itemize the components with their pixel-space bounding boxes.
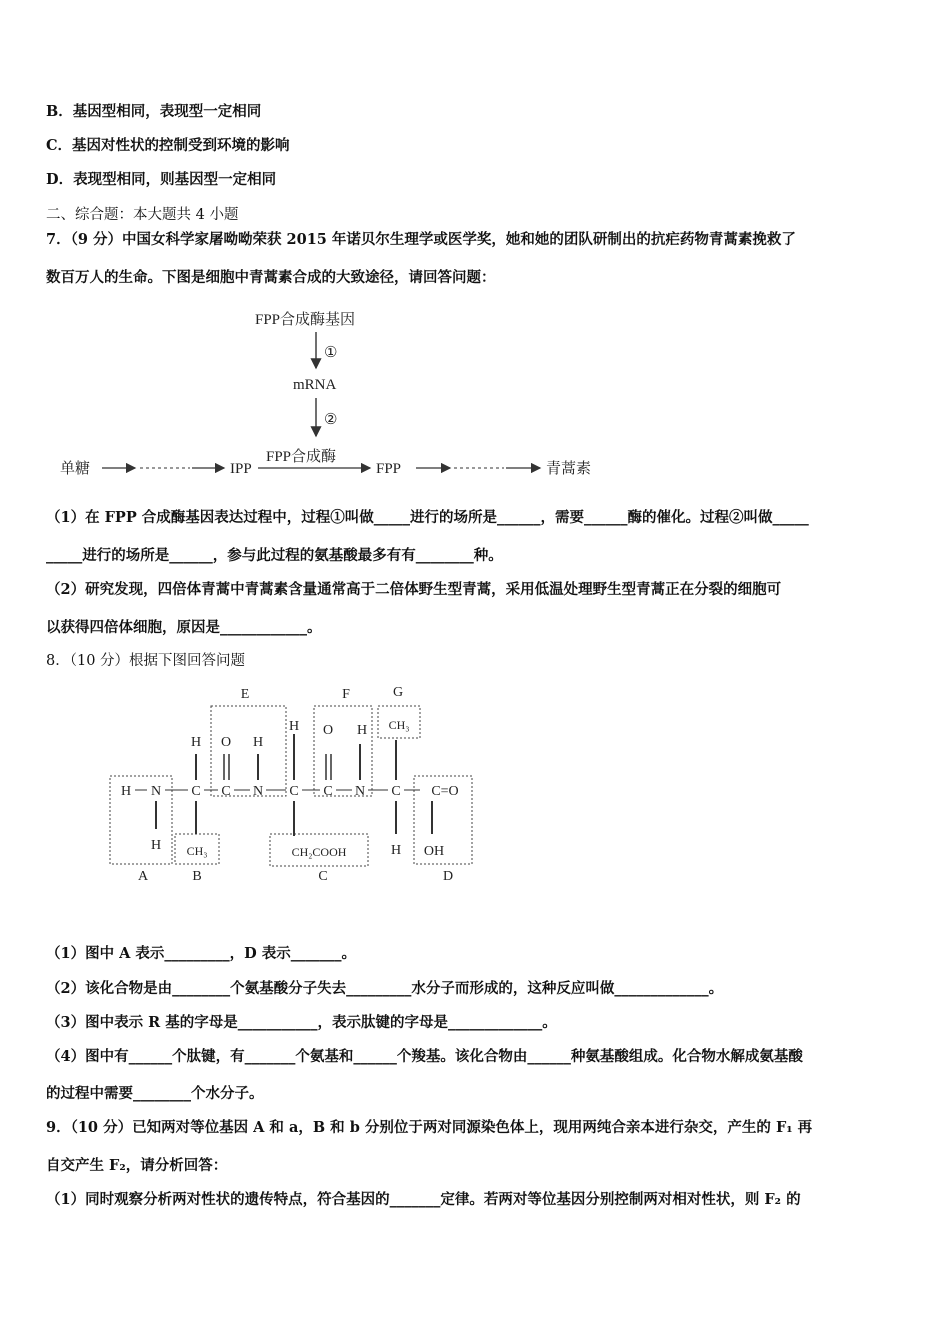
q7-part1-line2: _____进行的场所是______，参与此过程的氨基酸最多有有________种。 [46, 547, 503, 564]
svg-text:H: H [120, 784, 132, 799]
svg-text:C: C [391, 784, 401, 799]
q9-stem-line1: 9．（10 分）已知两对等位基因 A 和 a，B 和 b 分别位于两对同源染色体上，现用两纯合亲本进行杂交，产生的 F₁ 再 [46, 1119, 813, 1136]
q8-part4-line1: （4）图中有______个肽键，有_______个氨基和______个羧基。该化合物由______种氨基酸组成。化合物水解成氨基酸 [46, 1048, 803, 1065]
svg-text:H: H [390, 843, 402, 858]
q7-stem-line1: 7．（9 分）中国女科学家屠呦呦荣获 2015 年诺贝尔生理学或医学奖，她和她的团队研制出的抗疟药物青蒿素挽救了 [46, 231, 796, 248]
peptide-structure-diagram [100, 684, 500, 894]
fpp-synthase-gene: FPP合成酶基因 [255, 312, 356, 328]
svg-text:N: N [150, 784, 162, 799]
svg-text:H: H [150, 838, 162, 853]
ipp-label: IPP [230, 461, 252, 477]
box-label-c: C [318, 869, 328, 884]
section-heading: 二、综合题：本大题共 4 小题 [46, 207, 239, 223]
svg-text:CH₃: CH₃ [388, 718, 410, 732]
box-label-b: B [192, 869, 202, 884]
q9-stem-line2: 自交产生 F₂，请分析回答： [46, 1157, 228, 1174]
svg-text:H: H [190, 735, 202, 750]
svg-text:CH₂COOH: CH₂COOH [291, 845, 347, 859]
q8-part1: （1）图中 A 表示_________，D 表示_______。 [46, 945, 357, 962]
artemisinin-pathway-diagram [40, 300, 620, 490]
monosaccharide-label: 单糖 [60, 461, 91, 477]
q8-part3: （3）图中表示 R 基的字母是___________，表示肽键的字母是_____________。 [46, 1014, 557, 1031]
svg-text:C: C [323, 784, 333, 799]
q8-part2: （2）该化合物是由________个氨基酸分子失去_________水分子而形成的，这种反应叫做_____________。 [46, 980, 724, 997]
option-c: C．基因对性状的控制受到环境的影响 [46, 137, 290, 154]
svg-text:O: O [322, 723, 334, 738]
option-b: B．基因型相同，表现型一定相同 [46, 103, 262, 120]
svg-text:H: H [288, 719, 300, 734]
q8-part4-line2: 的过程中需要________个水分子。 [46, 1085, 264, 1102]
box-label-a: A [137, 869, 149, 884]
q7-part2-line1: （2）研究发现，四倍体青蒿中青蒿素含量通常高于二倍体野生型青蒿，采用低温处理野生型青蒿正在分裂的细胞可 [46, 581, 782, 598]
svg-text:H: H [252, 735, 264, 750]
svg-text:C=O: C=O [431, 784, 459, 799]
svg-text:N: N [252, 784, 264, 799]
fpp-synthase-label: FPP合成酶 [266, 449, 337, 465]
q7-stem-line2: 数百万人的生命。下图是细胞中青蒿素合成的大致途径，请回答问题： [46, 269, 496, 286]
box-label-e: E [240, 687, 250, 702]
mrna-label: mRNA [293, 377, 337, 393]
fpp-label: FPP [376, 461, 402, 477]
q8-stem: 8．（10 分）根据下图回答问题 [46, 653, 246, 669]
artemisinin-label: 青蒿素 [546, 461, 592, 477]
step-1-label: ① [324, 345, 338, 361]
box-label-d: D [442, 869, 454, 884]
step-2-label: ② [324, 412, 338, 428]
box-label-f: F [342, 687, 350, 702]
q7-part2-line2: 以获得四倍体细胞，原因是____________。 [46, 619, 322, 636]
box-label-g: G [392, 685, 404, 700]
q9-part1-line1: （1）同时观察分析两对性状的遗传特点，符合基因的_______定律。若两对等位基因分别控制两对相对性状，则 F₂ 的 [46, 1191, 801, 1208]
svg-text:OH: OH [423, 844, 445, 859]
option-d: D．表现型相同，则基因型一定相同 [46, 171, 277, 188]
svg-text:C: C [221, 784, 231, 799]
svg-text:C: C [289, 784, 299, 799]
svg-text:H: H [356, 723, 368, 738]
q7-part1-line1: （1）在 FPP 合成酶基因表达过程中，过程①叫做_____进行的场所是______，需要______酶的催化。过程②叫做_____ [46, 509, 809, 526]
svg-text:N: N [354, 784, 366, 799]
svg-text:O: O [220, 735, 232, 750]
svg-text:CH₃: CH₃ [186, 844, 208, 858]
svg-text:C: C [191, 784, 201, 799]
